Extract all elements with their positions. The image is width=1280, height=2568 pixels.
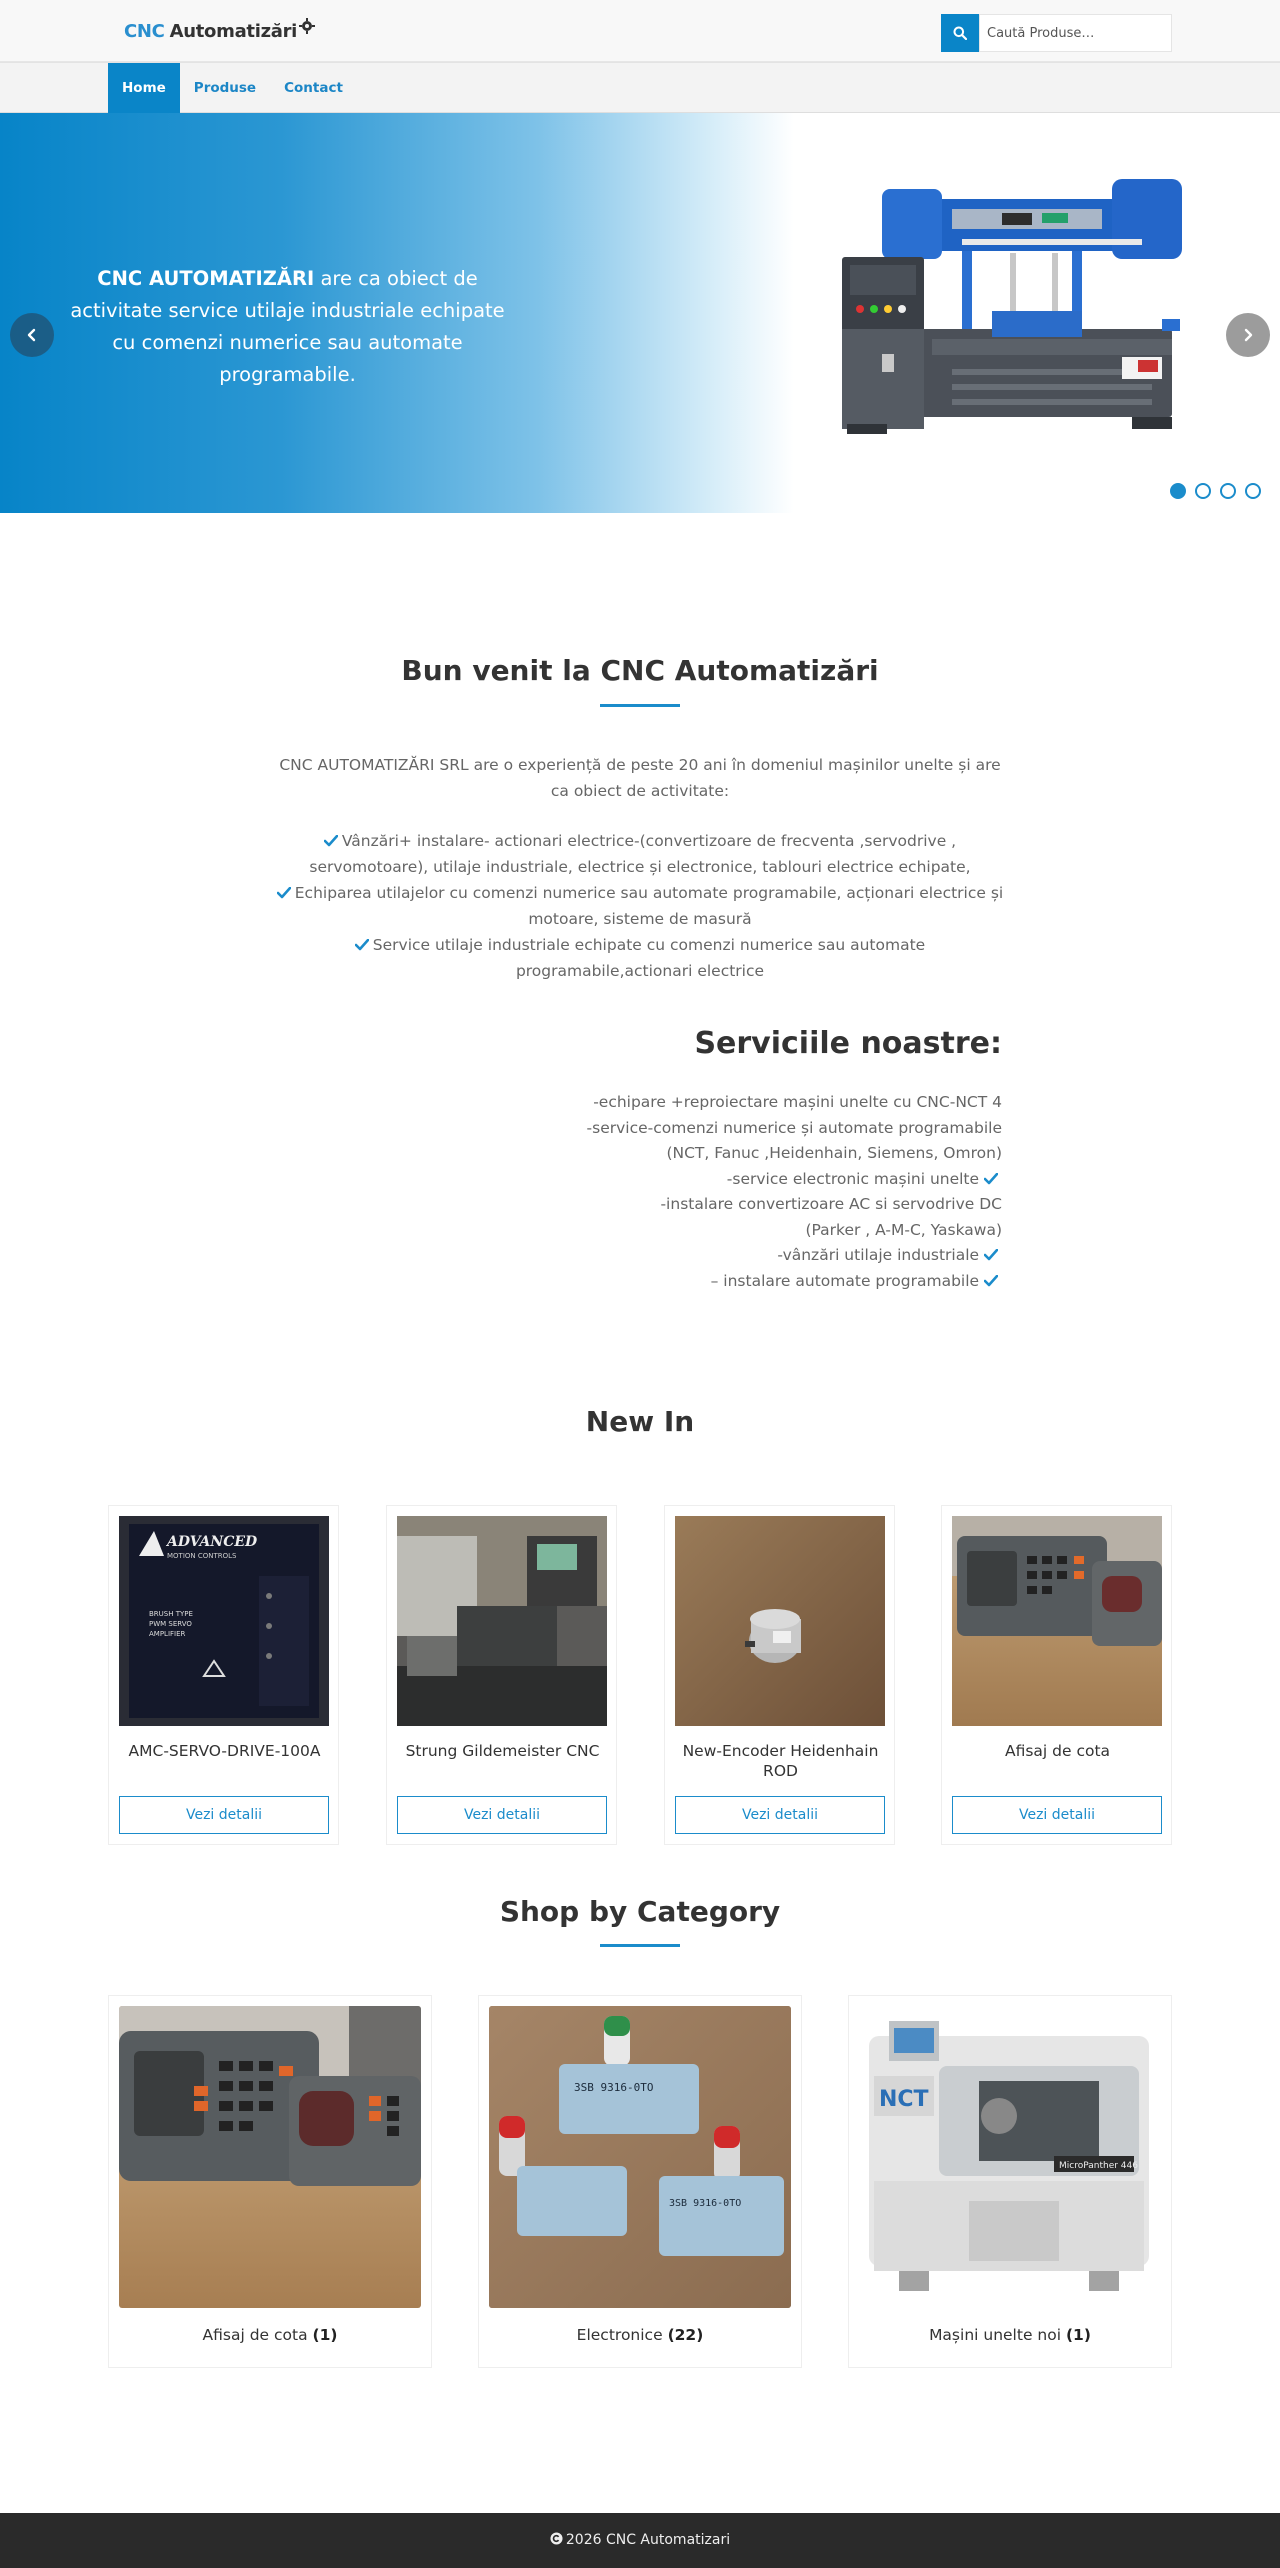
- search-icon: [953, 26, 967, 40]
- shop-by-category-title: Shop by Category: [499, 1895, 781, 1928]
- chevron-right-icon: [1241, 328, 1255, 342]
- service-line: [500, 1269, 1002, 1295]
- product-image-encoder[interactable]: [675, 1516, 885, 1726]
- footer: [0, 2513, 1280, 2568]
- product-title[interactable]: Afisaj de cota: [1004, 1742, 1111, 1760]
- category-image-masini-unelte[interactable]: [859, 2006, 1161, 2308]
- chevron-left-icon: [25, 328, 39, 342]
- category-label[interactable]: [109, 2326, 431, 2344]
- logo-automatizari-text: Automatizări: [169, 20, 298, 42]
- product-card: [664, 1505, 895, 1845]
- welcome-title-underline: [600, 704, 680, 707]
- activity-item-text: Vânzări+ instalare- actionari electrice-(convertizoare de frecventa ,servodrive , servomotoare), utilaje industriale, electrice și electronice, tablouri electrice echipate,: [309, 832, 971, 876]
- service-line-text: – instalare automate programabile: [710, 1271, 980, 1290]
- activity-item: [270, 932, 1010, 984]
- category-count: (22): [667, 2326, 704, 2344]
- bandsaw-machine-image: [842, 179, 1204, 437]
- search-input[interactable]: [979, 14, 1172, 52]
- service-line: -instalare convertizoare AC si servodrive DC: [660, 1195, 1002, 1213]
- slider-prev-button[interactable]: [10, 313, 54, 357]
- category-label[interactable]: [479, 2326, 801, 2344]
- service-line-text: -service electronic mașini unelte: [726, 1169, 980, 1188]
- svg-text:BRUSH TYPE: BRUSH TYPE: [149, 1610, 193, 1618]
- category-image-afisaj[interactable]: [119, 2006, 421, 2308]
- svg-text:3SB 9316-0TO: 3SB 9316-0TO: [669, 2198, 742, 2209]
- category-label[interactable]: [849, 2326, 1171, 2344]
- service-line: -echipare +reproiectare mașini unelte cu CNC-NCT 4: [593, 1093, 1002, 1111]
- nav-produse[interactable]: Produse: [193, 80, 257, 96]
- service-line: [500, 1243, 1002, 1269]
- services-list: [500, 1090, 1002, 1294]
- hero-description: are ca obiect de activitate service utilaje industriale echipate cu comenzi numerice sau automate programabile.: [70, 267, 505, 386]
- category-card[interactable]: [478, 1995, 802, 2368]
- footer-copyright: 2026 CNC Automatizari: [565, 2532, 731, 2548]
- site-logo[interactable]: [124, 17, 315, 45]
- activity-list: [270, 828, 1010, 984]
- product-image-dro-display[interactable]: [952, 1516, 1162, 1726]
- slider-dots: [1170, 483, 1261, 499]
- slider-next-button[interactable]: [1226, 313, 1270, 357]
- welcome-title: Bun venit la CNC Automatizări: [401, 654, 879, 687]
- check-icon: [984, 1173, 998, 1185]
- copyright-icon: [550, 2532, 563, 2545]
- slider-dot-2[interactable]: [1195, 483, 1211, 499]
- logo-cnc-text: CNC: [124, 20, 165, 42]
- svg-text:PWM SERVO: PWM SERVO: [149, 1620, 192, 1628]
- svg-text:AMPLIFIER: AMPLIFIER: [149, 1630, 186, 1638]
- activity-item: [270, 880, 1010, 932]
- category-name: Electronice: [576, 2326, 663, 2344]
- service-line: -service-comenzi numerice și automate programabile: [586, 1118, 1002, 1137]
- check-icon: [355, 939, 369, 951]
- check-icon: [984, 1275, 998, 1287]
- product-title[interactable]: AMC-SERVO-DRIVE-100A: [128, 1742, 321, 1760]
- service-line-text: -vânzări utilaje industriale: [777, 1246, 980, 1264]
- main-nav: [108, 63, 357, 113]
- service-line: [500, 1167, 1002, 1193]
- top-header: [0, 0, 1280, 62]
- slider-dot-4[interactable]: [1245, 483, 1261, 499]
- nav-home[interactable]: Home: [108, 63, 180, 113]
- view-details-button[interactable]: Vezi detalii: [397, 1796, 607, 1834]
- search-button[interactable]: [941, 14, 979, 52]
- product-card: [108, 1505, 339, 1845]
- product-card: [941, 1505, 1172, 1845]
- product-card: [386, 1505, 617, 1845]
- service-line: (NCT, Fanuc ,Heidenhain, Siemens, Omron): [666, 1144, 1002, 1162]
- activity-item-text: Service utilaje industriale echipate cu comenzi numerice sau automate programabile,actionari electrice: [372, 936, 926, 980]
- nav-contact[interactable]: Contact: [284, 80, 343, 96]
- product-image-lathe[interactable]: [397, 1516, 607, 1726]
- slider-dot-1[interactable]: [1170, 483, 1186, 499]
- svg-text:MicroPanther 446: MicroPanther 446: [1059, 2161, 1138, 2171]
- category-name: Mașini unelte noi: [929, 2326, 1062, 2344]
- view-details-button[interactable]: Vezi detalii: [952, 1796, 1162, 1834]
- hero-brand: CNC AUTOMATIZĂRI: [97, 267, 315, 290]
- activity-item: [270, 828, 1010, 880]
- check-icon: [324, 835, 338, 847]
- new-in-title: New In: [585, 1405, 695, 1438]
- welcome-intro: CNC AUTOMATIZĂRI SRL are o experiență de peste 20 ani în domeniul mașinilor unelte și are ca obiect de activitate:: [279, 756, 1001, 800]
- activity-item-text: Echiparea utilajelor cu comenzi numerice sau automate programabile, acționari electrice și motoare, sisteme de masură: [294, 884, 1004, 928]
- check-icon: [277, 887, 291, 899]
- service-line: (Parker , A-M-C, Yaskawa): [805, 1220, 1002, 1239]
- svg-text:ADVANCED: ADVANCED: [167, 1534, 258, 1550]
- category-count: (1): [312, 2326, 338, 2344]
- product-title[interactable]: New-Encoder Heidenhain ROD: [682, 1742, 879, 1780]
- svg-text:MOTION CONTROLS: MOTION CONTROLS: [167, 1552, 237, 1560]
- category-card[interactable]: [848, 1995, 1172, 2368]
- slider-dot-3[interactable]: [1220, 483, 1236, 499]
- main-navbar: [0, 62, 1280, 113]
- category-count: (1): [1065, 2326, 1091, 2344]
- svg-text:3SB 9316-0TO: 3SB 9316-0TO: [574, 2081, 654, 2094]
- check-icon: [984, 1249, 998, 1261]
- category-card[interactable]: [108, 1995, 432, 2368]
- svg-text:NCT: NCT: [879, 2087, 929, 2112]
- category-title-underline: [600, 1944, 680, 1947]
- category-image-electronice[interactable]: [489, 2006, 791, 2308]
- hero-slider: [0, 113, 1280, 513]
- hero-text: [60, 263, 515, 391]
- category-name: Afisaj de cota: [202, 2326, 308, 2344]
- product-title[interactable]: Strung Gildemeister CNC: [405, 1742, 600, 1760]
- services-title: Serviciile noastre:: [694, 1026, 1002, 1061]
- view-details-button[interactable]: Vezi detalii: [675, 1796, 885, 1834]
- product-image-servo-drive[interactable]: [119, 1516, 329, 1726]
- gear-icon: [299, 18, 315, 34]
- view-details-button[interactable]: Vezi detalii: [119, 1796, 329, 1834]
